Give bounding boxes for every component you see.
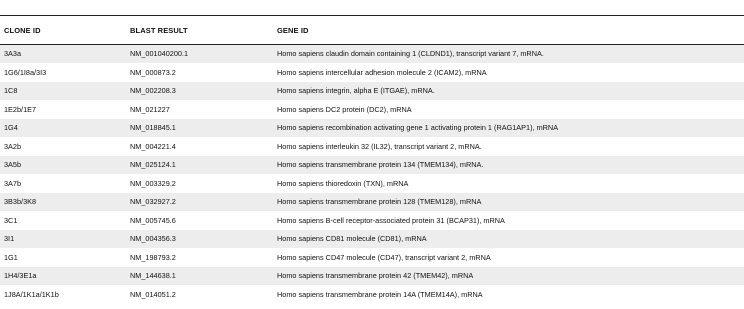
cell-gene-id: Homo sapiens transmembrane protein 128 (TMEM128), mRNA [273, 193, 744, 212]
cell-gene-id: Homo sapiens transmembrane protein 14A (TMEM14A), mRNA [273, 285, 744, 304]
clone-table [0, 15, 744, 304]
cell-blast-result: NM_004356.3 [126, 230, 273, 249]
table-row [0, 267, 744, 286]
table-row [0, 100, 744, 119]
cell-clone-id: 1G4 [0, 119, 126, 138]
top-spacer [0, 0, 744, 15]
table-row [0, 230, 744, 249]
cell-clone-id: 3A7b [0, 174, 126, 193]
header-clone-id: CLONE ID [0, 16, 126, 45]
cell-clone-id: 3I1 [0, 230, 126, 249]
cell-blast-result: NM_198793.2 [126, 248, 273, 267]
cell-blast-result: NM_001040200.1 [126, 45, 273, 64]
table-row [0, 285, 744, 304]
cell-clone-id: 3A2b [0, 137, 126, 156]
cell-clone-id: 1G1 [0, 248, 126, 267]
table-row [0, 174, 744, 193]
table-row [0, 119, 744, 138]
cell-blast-result: NM_000873.2 [126, 63, 273, 82]
table-row [0, 248, 744, 267]
cell-blast-result: NM_021227 [126, 100, 273, 119]
header-gene-id: GENE ID [273, 16, 744, 45]
cell-gene-id: Homo sapiens CD81 molecule (CD81), mRNA [273, 230, 744, 249]
cell-clone-id: 3A5b [0, 156, 126, 175]
cell-clone-id: 1E2b/1E7 [0, 100, 126, 119]
cell-blast-result: NM_032927.2 [126, 193, 273, 212]
table-row [0, 137, 744, 156]
cell-blast-result: NM_002208.3 [126, 82, 273, 101]
table-row [0, 193, 744, 212]
table-body [0, 45, 744, 304]
table-row [0, 63, 744, 82]
table-row [0, 156, 744, 175]
cell-clone-id: 3A3a [0, 45, 126, 64]
cell-blast-result: NM_018845.1 [126, 119, 273, 138]
table-row [0, 211, 744, 230]
cell-gene-id: Homo sapiens integrin, alpha E (ITGAE), mRNA. [273, 82, 744, 101]
cell-gene-id: Homo sapiens CD47 molecule (CD47), transcript variant 2, mRNA [273, 248, 744, 267]
cell-blast-result: NM_025124.1 [126, 156, 273, 175]
cell-blast-result: NM_004221.4 [126, 137, 273, 156]
cell-gene-id: Homo sapiens B-cell receptor-associated protein 31 (BCAP31), mRNA [273, 211, 744, 230]
cell-blast-result: NM_003329.2 [126, 174, 273, 193]
cell-blast-result: NM_144638.1 [126, 267, 273, 286]
cell-gene-id: Homo sapiens thioredoxin (TXN), mRNA [273, 174, 744, 193]
cell-gene-id: Homo sapiens interleukin 32 (IL32), transcript variant 2, mRNA. [273, 137, 744, 156]
cell-gene-id: Homo sapiens transmembrane protein 42 (TMEM42), mRNA [273, 267, 744, 286]
header-blast-result: BLAST RESULT [126, 16, 273, 45]
table-header [0, 16, 744, 45]
table-row [0, 82, 744, 101]
cell-clone-id: 1J8A/1K1a/1K1b [0, 285, 126, 304]
cell-clone-id: 1G6/1I8a/3I3 [0, 63, 126, 82]
cell-blast-result: NM_005745.6 [126, 211, 273, 230]
cell-gene-id: Homo sapiens claudin domain containing 1 (CLDND1), transcript variant 7, mRNA. [273, 45, 744, 64]
cell-clone-id: 1H4/3E1a [0, 267, 126, 286]
cell-clone-id: 1C8 [0, 82, 126, 101]
cell-gene-id: Homo sapiens transmembrane protein 134 (TMEM134), mRNA. [273, 156, 744, 175]
cell-gene-id: Homo sapiens DC2 protein (DC2), mRNA [273, 100, 744, 119]
cell-clone-id: 3C1 [0, 211, 126, 230]
cell-clone-id: 3B3b/3K8 [0, 193, 126, 212]
cell-gene-id: Homo sapiens intercellular adhesion molecule 2 (ICAM2), mRNA [273, 63, 744, 82]
cell-blast-result: NM_014051.2 [126, 285, 273, 304]
table-row [0, 45, 744, 64]
header-row [0, 16, 744, 45]
cell-gene-id: Homo sapiens recombination activating gene 1 activating protein 1 (RAG1AP1), mRNA [273, 119, 744, 138]
